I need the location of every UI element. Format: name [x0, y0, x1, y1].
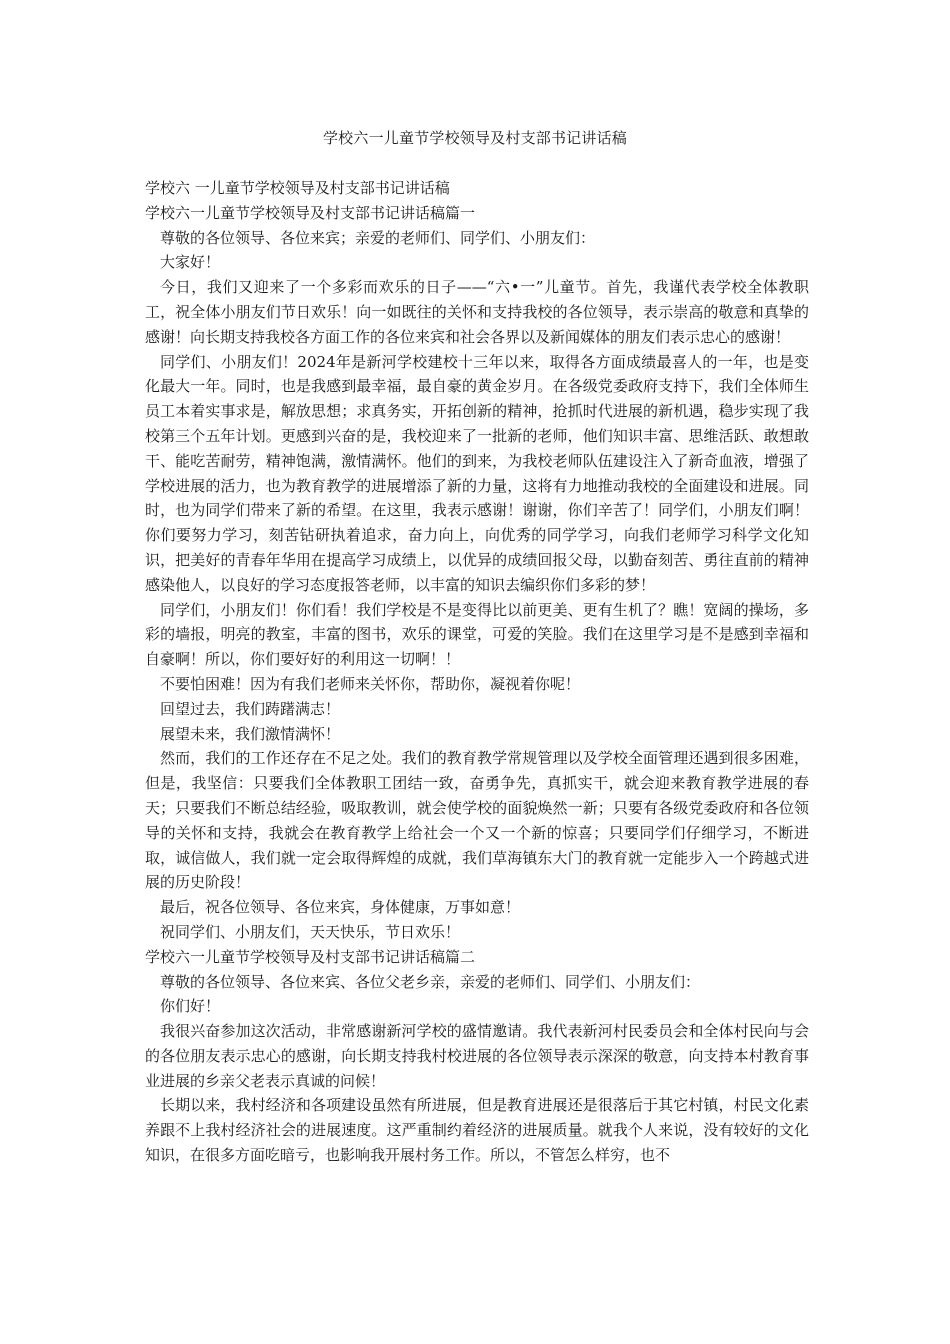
paragraph: 尊敬的各位领导、各位来宾、各位父老乡亲，亲爱的老师们、同学们、小朋友们： — [160, 972, 701, 991]
document-body — [145, 176, 809, 1168]
paragraph: 同学们、小朋友们！2024年是新河学校建校十三年以来，取得各方面成绩最喜人的一年，也是变化最大一年。同时，也是我感到最幸福，最自豪的黄金岁月。在各级党委政府支持下，我们全体师生员工本着实事求是，解放思想；求真务实，开拓创新的精神，抢抓时代进展的新机遇，稳步实现了我校第三个五年计划。更感到兴奋的是，我校迎来了一批新的老师，他们知识丰富、思维活跃、敢想敢干、能吃苦耐劳，精神饱满，激情满怀。他们的到来，为我校老师队伍建设注入了新奇血液，增强了学校进展的活力，也为教育教学的进展增添了新的力量，这将有力地推动我校的全面建设和进展。同时，也为同学们带来了新的希望。在这里，我表示感谢！谢谢，你们辛苦了！同学们，小朋友们啊！你们要努力学习，刻苦钻研执着追求，奋力向上，向优秀的同学学习，向我们老师学习科学文化知识，把美好的青春年华用在提高学习成绩上，以优异的成绩回报父母，以勤奋刻苦、勇往直前的精神感染他人，以良好的学习态度报答老师，以丰富的知识去编织你们多彩的梦！ — [145, 352, 809, 594]
paragraph: 尊敬的各位领导、各位来宾；亲爱的老师们、同学们、小朋友们： — [160, 228, 596, 247]
paragraph: 展望未来，我们激情满怀！ — [160, 724, 341, 743]
paragraph: 然而，我们的工作还存在不足之处。我们的教育教学常规管理以及学校全面管理还遇到很多困难，但是，我坚信：只要我们全体教职工团结一致，奋勇争先，真抓实干，就会迎来教育教学进展的春天；只要我们不断总结经验，吸取教训，就会使学校的面貌焕然一新；只要有各级党委政府和各位领导的关怀和支持，我就会在教育教学上给社会一个又一个新的惊喜；只要同学们仔细学习，不断进取，诚信做人，我们就一定会取得辉煌的成就，我们草海镇东大门的教育就一定能步入一个跨越式进展的历史阶段！ — [145, 749, 809, 892]
paragraph: 大家好！ — [160, 253, 221, 272]
paragraph: 最后，祝各位领导、各位来宾，身体健康，万事如意！ — [160, 898, 521, 917]
document-title: 学校六一儿童节学校领导及村支部书记讲话稿 — [322, 129, 627, 147]
section-heading: 学校六一儿童节学校领导及村支部书记讲话稿篇二 — [145, 947, 476, 966]
paragraph: 回望过去，我们踌躇满志！ — [160, 699, 341, 718]
paragraph: 不要怕困难！因为有我们老师来关怀你，帮助你，凝视着你呢！ — [160, 674, 581, 693]
paragraph: 今日，我们又迎来了一个多彩而欢乐的日子——“六•一”儿童节。首先，我谨代表学校全体教职工，祝全体小朋友们节日欢乐！向一如既往的关怀和支持我校的各位领导，表示崇高的敬意和真挚的感谢！向长期支持我校各方面工作的各位来宾和社会各界以及新闻媒体的朋友们表示忠心的感谢！ — [145, 278, 809, 346]
paragraph: 长期以来，我村经济和各项建设虽然有所进展，但是教育进展还是很落后于其它村镇，村民文化素养跟不上我村经济社会的进展速度。这严重制约着经济的进展质量。就我个人来说，没有较好的文化知识，在很多方面吃暗亏，也影响我开展村务工作。所以，不管怎么样穷，也不 — [145, 1096, 809, 1165]
section-heading: 学校六一儿童节学校领导及村支部书记讲话稿篇一 — [145, 203, 476, 222]
paragraph: 祝同学们、小朋友们，天天快乐，节日欢乐！ — [160, 922, 461, 941]
paragraph: 你们好！ — [160, 997, 221, 1016]
paragraph: 我很兴奋参加这次活动，非常感谢新河学校的盛情邀请。我代表新河村民委员会和全体村民向与会的各位朋友表示忠心的感谢，向长期支持我村校进展的各位领导表示深深的敬意，向支持本村教育事业进展的乡亲父老表示真诚的问候！ — [145, 1022, 809, 1090]
section-heading: 学校六 一儿童节学校领导及村支部书记讲话稿 — [145, 179, 450, 197]
paragraph: 同学们，小朋友们！你们看！我们学校是不是变得比以前更美、更有生机了？瞧！宽阔的操场，多彩的墙报，明亮的教室，丰富的图书，欢乐的课堂，可爱的笑脸。我们在这里学习是不是感到幸福和自豪啊！所以，你们要好好的利用这一切啊！！ — [145, 600, 809, 669]
